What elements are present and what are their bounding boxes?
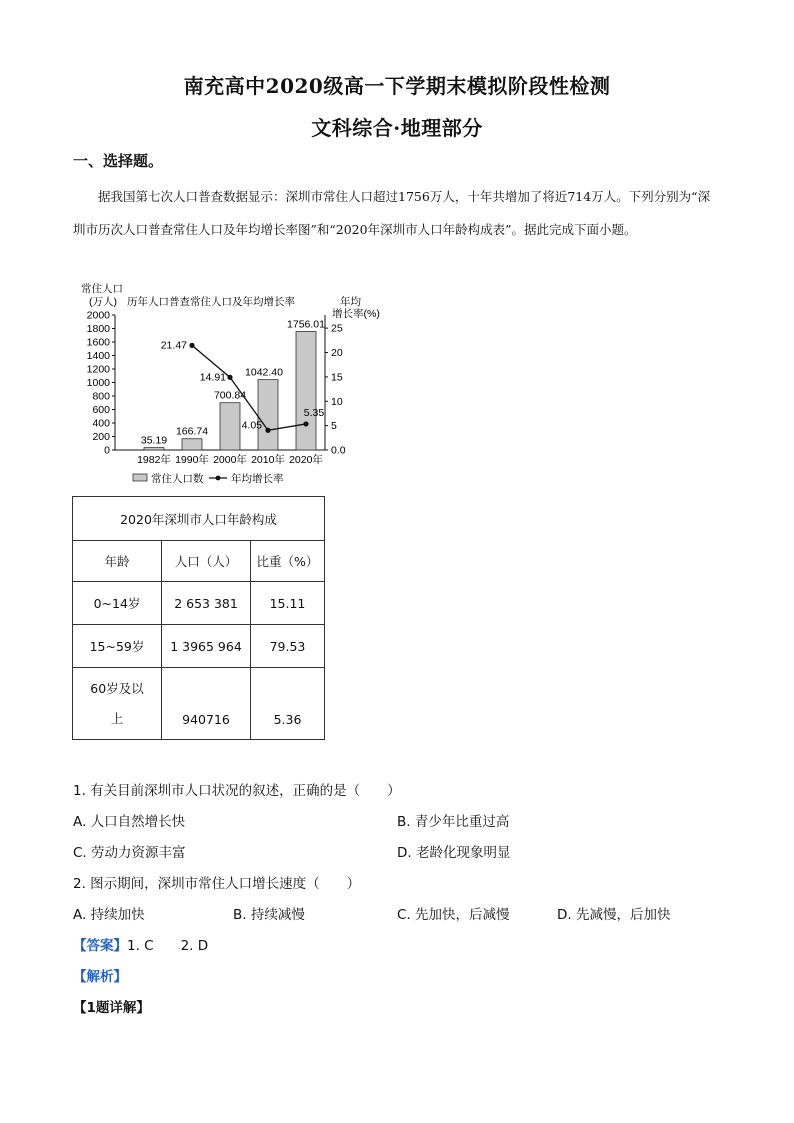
table-cell-population: 1 3965 964 [162, 625, 251, 668]
detail-label: 【1题详解】 [73, 1000, 150, 1016]
bar [258, 380, 278, 450]
x-tick-label: 2020年 [289, 454, 323, 466]
analysis-label: 【解析】 [73, 969, 127, 985]
y-right-tick-label: 25 [331, 322, 343, 335]
growth-rate-label: 21.47 [160, 339, 187, 352]
y-left-tick-label: 400 [92, 417, 110, 430]
y-right-tick-label: 0.0 [331, 444, 346, 457]
bar-data-label: 1756.01 [287, 318, 325, 331]
legend-bar-label: 常住人口数 [151, 473, 204, 485]
y-right-tick-label: 15 [331, 371, 343, 384]
y-left-tick-label: 0 [104, 444, 110, 457]
table-row [73, 668, 325, 740]
growth-rate-label: 4.05 [241, 419, 262, 432]
y-left-tick-label: 1800 [86, 323, 110, 335]
page-title: 南充高中2020级高一下学期末模拟阶段性检测 [183, 74, 611, 98]
bar-data-label: 166.74 [175, 425, 209, 438]
table-cell-percent: 79.53 [251, 625, 325, 668]
age-structure-table [72, 496, 325, 740]
table-cell-age-line2: 上 [110, 710, 124, 726]
page-subtitle: 文科综合·地理部分 [311, 116, 483, 140]
growth-rate-line [192, 345, 306, 430]
question-1-option-b: B. 青少年比重过高 [397, 814, 510, 830]
y-left-label-1: 常住人口 [81, 283, 123, 295]
y-left-label-2: (万人) [89, 296, 117, 308]
y-right-tick-label: 10 [331, 395, 343, 408]
bar [220, 403, 240, 450]
question-1-option-d: D. 老龄化现象明显 [397, 845, 511, 861]
table-cell-population: 2 653 381 [162, 582, 251, 625]
question-2-option-c: C. 先加快，后减慢 [397, 907, 510, 923]
intro-paragraph: 据我国第七次人口普查数据显示：深圳市常住人口超过1756万人，十年共增加了将近714万人。下列分别为“深圳市历次人口普查常住人口及年均增长率图”和“2020年深圳市人口年龄构成表”。据此完成下面小题。 [73, 189, 711, 237]
question-2-option-a: A. 持续加快 [73, 907, 145, 923]
table-cell-age-line1: 60岁及以 [90, 680, 144, 696]
y-left-tick-label: 200 [92, 431, 110, 443]
bar-data-label: 35.19 [140, 434, 168, 447]
answer-value: 1. C 2. D [127, 938, 209, 954]
table-header-percent: 比重（%） [251, 541, 325, 582]
growth-rate-point [265, 428, 270, 433]
bar [144, 448, 164, 450]
legend-line-label: 年均增长率 [231, 473, 284, 485]
bar-data-label: 700.84 [213, 389, 247, 402]
y-right-label-2: 增长率(%) [332, 308, 380, 320]
section-heading: 一、选择题。 [73, 152, 164, 170]
y-left-tick-label: 800 [92, 390, 110, 403]
question-1-option-c: C. 劳动力资源丰富 [73, 845, 186, 861]
table-cell-percent: 5.36 [251, 668, 325, 740]
table-title: 2020年深圳市人口年龄构成 [73, 497, 325, 541]
growth-rate-label: 14.91 [199, 371, 226, 384]
y-right-tick-label: 20 [331, 347, 343, 360]
y-left-tick-label: 1600 [86, 336, 110, 349]
question-2-option-d: D. 先减慢，后加快 [557, 907, 671, 923]
table-cell-percent: 15.11 [251, 582, 325, 625]
question-1-option-a: A. 人口自然增长快 [73, 814, 186, 830]
y-left-tick-label: 1400 [86, 350, 110, 362]
table-cell-age [73, 668, 162, 740]
legend-line-marker [216, 476, 221, 481]
bar [182, 439, 202, 450]
x-tick-label: 2010年 [251, 454, 285, 466]
table-header-population: 人口（人） [162, 541, 251, 582]
table-row [73, 582, 325, 625]
question-1-stem: 1. 有关目前深圳市人口状况的叙述，正确的是（ ） [73, 783, 401, 799]
table-cell-age: 15~59岁 [73, 625, 162, 668]
bar-data-label: 1042.40 [245, 366, 283, 379]
table-cell-age: 0~14岁 [73, 582, 162, 625]
y-right-label-1: 年均 [340, 296, 361, 308]
answer-line [73, 934, 208, 954]
answer-label: 【答案】 [73, 938, 127, 954]
growth-rate-label: 5.35 [303, 406, 325, 419]
table-cell-population: 940716 [162, 668, 251, 740]
x-tick-label: 2000年 [213, 454, 247, 466]
question-2-option-b: B. 持续减慢 [233, 907, 305, 923]
growth-rate-point [189, 343, 194, 348]
population-chart [75, 282, 395, 492]
question-2-stem: 2. 图示期间，深圳市常住人口增长速度（ ） [73, 876, 361, 892]
table-row [73, 625, 325, 668]
bar [296, 331, 316, 450]
y-left-tick-label: 1000 [86, 377, 110, 389]
y-left-tick-label: 600 [92, 404, 110, 416]
y-left-tick-label: 2000 [86, 309, 110, 322]
chart-title: 历年人口普查常住人口及年均增长率 [127, 296, 295, 308]
table-header-age: 年龄 [73, 541, 162, 582]
growth-rate-point [227, 375, 232, 380]
y-right-tick-label: 5 [331, 420, 337, 433]
x-tick-label: 1990年 [175, 454, 209, 466]
legend-bar-swatch [133, 474, 147, 481]
growth-rate-point [303, 421, 308, 426]
x-tick-label: 1982年 [137, 454, 171, 466]
y-left-tick-label: 1200 [86, 363, 110, 376]
